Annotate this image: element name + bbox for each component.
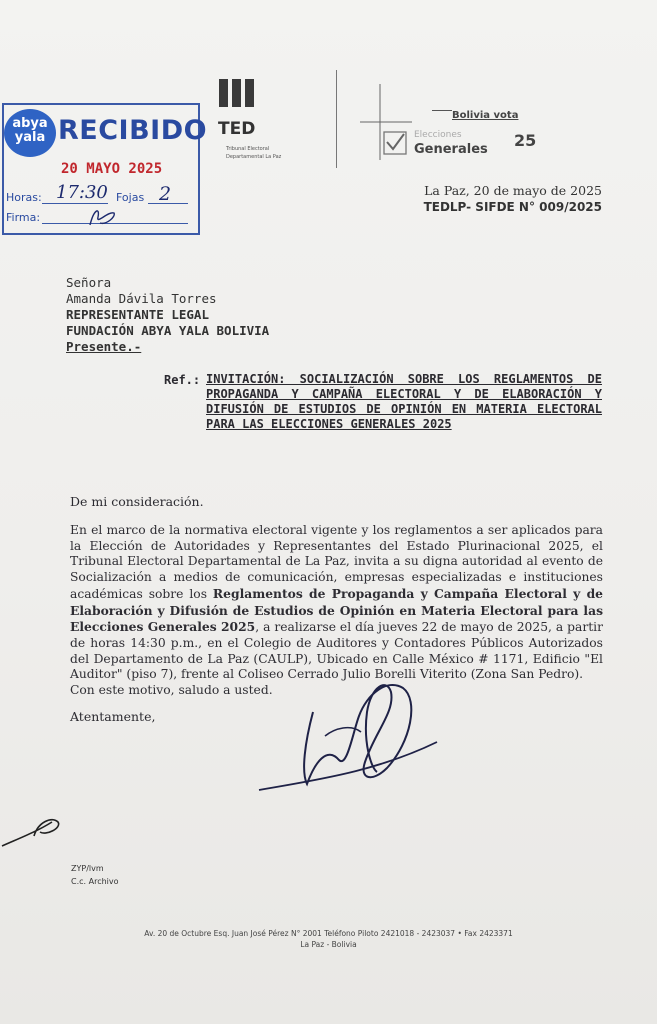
bolivia-vota-text: Bolivia vota: [452, 110, 519, 121]
received-stamp: [2, 103, 208, 235]
addressee-salutation: Señora: [66, 275, 112, 290]
ted-logo-subtitle: Tribunal Electoral Departamental La Paz: [226, 146, 282, 160]
stamp-fojas-value: 2: [159, 183, 172, 205]
addressee-presente: Presente.-: [66, 339, 142, 354]
letter-closing: Atentamente,: [70, 709, 156, 724]
bolivia-vota-mark: [352, 82, 412, 162]
stamp-initials-signature: [86, 203, 120, 229]
initials-block: [71, 862, 119, 888]
abya-yala-logo: abya yala: [4, 109, 56, 157]
addressee-block: [66, 275, 269, 355]
reference-number: TEDLP- SIFDE N° 009/2025: [423, 200, 602, 214]
ref-label: Ref.:: [164, 373, 201, 387]
stamp-fojas-label: Fojas: [116, 191, 145, 204]
body-paragraph-start: En el marco de la normativa electoral vigente y los reglamentos a ser aplicados para la Elección de Autoridades y Representantes del Estado Plurinacional 2025, el Tribunal Electoral Departamental de La Paz, invita a su digna autoridad al evento de Socialización a medios de comunicación, empresas especializadas e instituciones académicas sobre los: [70, 523, 603, 601]
year-25-text: 25: [514, 131, 537, 150]
stamp-horas-label: Horas:: [6, 191, 42, 204]
ted-logo-text: TED: [218, 119, 256, 139]
letter-date: La Paz, 20 de mayo de 2025: [424, 183, 602, 198]
addressee-org: FUNDACIÓN ABYA YALA BOLIVIA: [66, 323, 270, 338]
header-divider: [336, 70, 337, 168]
initials-line: ZYP/lvm: [71, 864, 104, 873]
letter-footer: [0, 928, 657, 950]
stamp-date: 20 MAYO 2025: [61, 161, 163, 177]
elecciones-text: Elecciones: [414, 130, 462, 140]
bolivia-vota-dash: [432, 110, 452, 111]
addressee-name: Amanda Dávila Torres: [66, 291, 217, 306]
footer-address: Av. 20 de Octubre Esq. Juan José Pérez N° 2001 Teléfono Piloto 2421018 - 2423037 • Fax 2423371: [144, 929, 513, 938]
ted-logo-bars: [219, 79, 261, 107]
footer-city: La Paz - Bolivia: [300, 940, 357, 949]
stamp-horas-value: 17:30: [56, 182, 108, 203]
body-farewell: Con este motivo, saludo a usted.: [70, 683, 273, 698]
body-paragraph-end: , a realizarse el día jueves 22 de mayo de 2025, a partir de horas 14:30 p.m., en el Colegio de Auditores y Contadores Públicos Autorizados del Departamento de La Paz (CAULP), Ubicado en Calle México # 1171, Edificio "El Auditor" (piso 7), frente al Coliseo Cerrado Julio Borelli Viterito (Zona San Pedro).: [70, 620, 603, 682]
body-paragraph-bold: Reglamentos de Propaganda y Campaña Electoral y de Elaboración y Difusión de Estudios de Opinión en Materia Electoral para las Elecciones Generales 2025: [70, 585, 603, 635]
letter-greeting: De mi consideración.: [70, 494, 204, 509]
stamp-firma-label: Firma:: [6, 211, 41, 224]
stamp-title: RECIBIDO: [58, 115, 208, 146]
margin-initials-mark: [0, 812, 64, 852]
ref-subject: INVITACIÓN: SOCIALIZACIÓN SOBRE LOS REGLAMENTOS DE PROPAGANDA Y CAMPAÑA ELECTORAL Y DE ELABORACIÓN Y DIFUSIÓN DE ESTUDIOS DE OPINIÓN EN MATERIA ELECTORAL PARA LAS ELECCIONES GENERALES 2025: [206, 372, 602, 431]
cc-line: C.c. Archivo: [71, 877, 119, 886]
generales-text: Generales: [414, 142, 488, 157]
handwritten-signature: [255, 672, 445, 802]
addressee-role: REPRESENTANTE LEGAL: [66, 307, 209, 322]
